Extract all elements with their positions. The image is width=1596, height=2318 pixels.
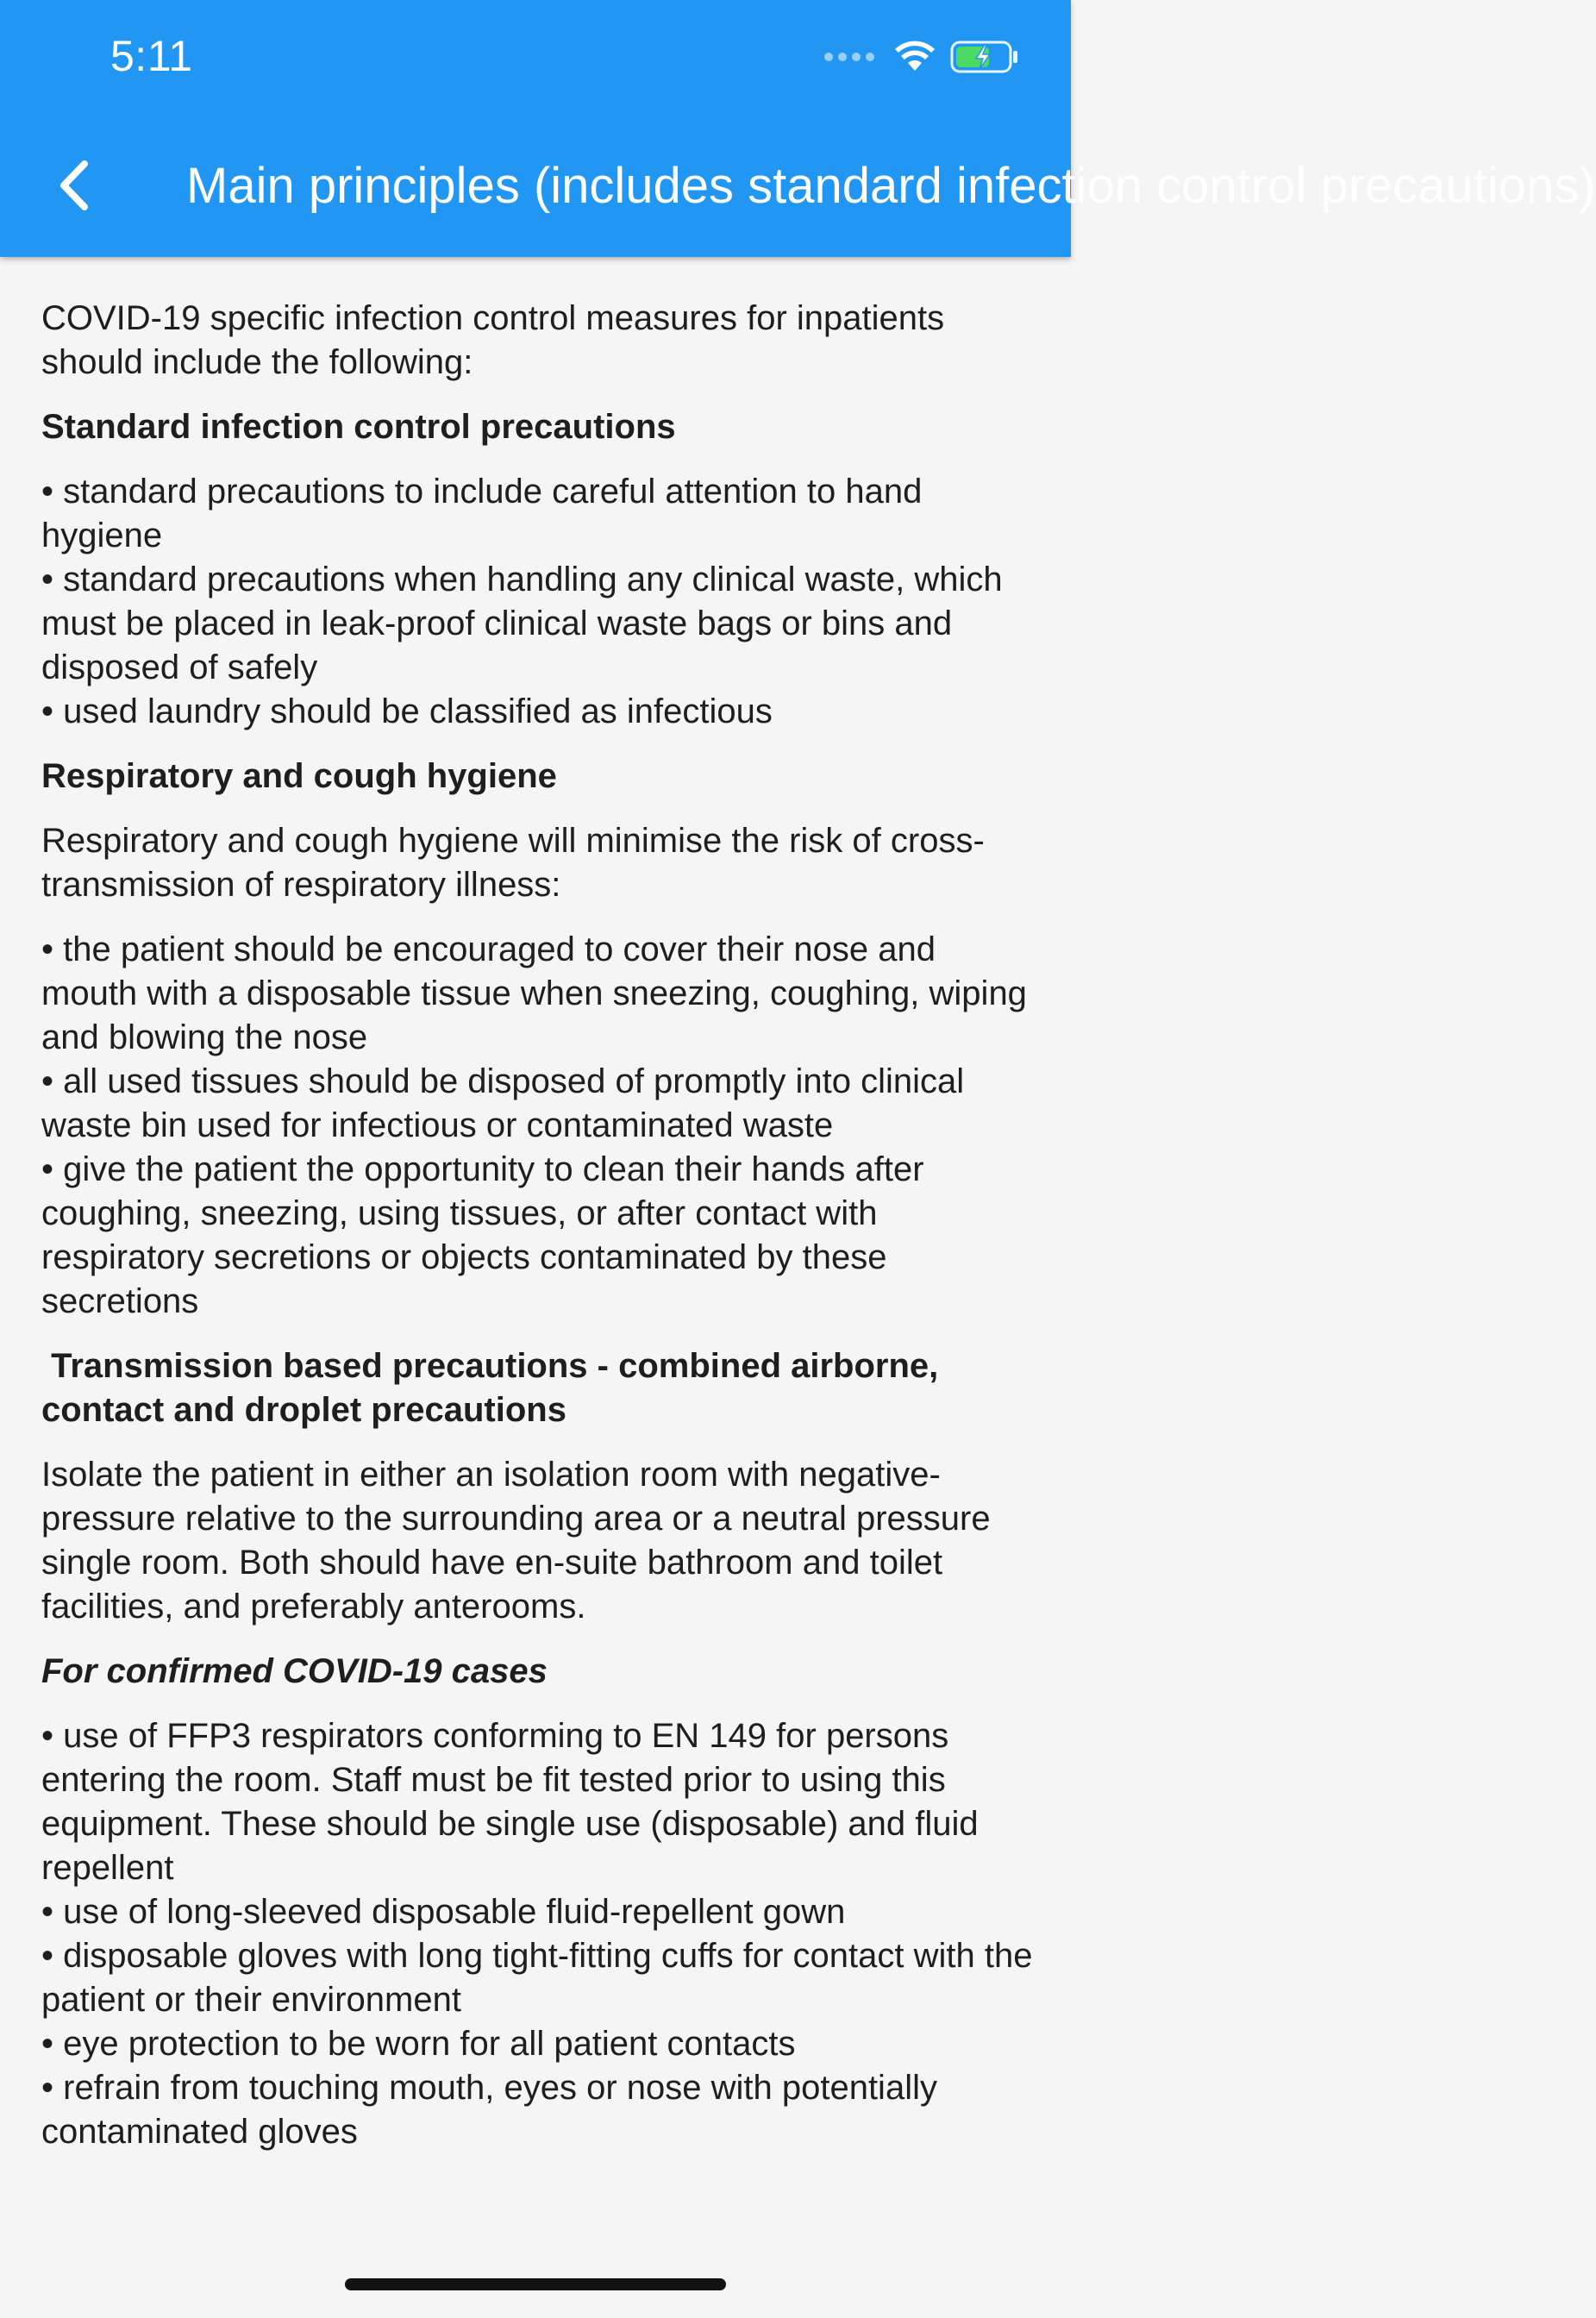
list-item: • the patient should be encouraged to cover their nose and mouth with a disposable tissue when sneezing, coughing, wiping and blowing the nose [41, 930, 1027, 1056]
intro-paragraph: COVID-19 specific infection control measures for inpatients should include the following: [41, 299, 945, 381]
list-item: • refrain from touching mouth, eyes or nose with potentially contaminated gloves [41, 2069, 937, 2151]
battery-charging-icon [950, 40, 1019, 74]
bullet-list [41, 1714, 1033, 2154]
bottom-safe-area [0, 2216, 1071, 2318]
back-button[interactable] [43, 155, 103, 216]
list-item: • all used tissues should be disposed of promptly into clinical waste bin used for infectious or contaminated waste [41, 1062, 965, 1144]
wifi-icon [895, 41, 935, 72]
home-indicator[interactable] [345, 2278, 726, 2290]
status-icons [824, 38, 1019, 76]
section-heading: Standard infection control precautions [41, 408, 676, 446]
list-item: • standard precautions when handling any clinical waste, which must be placed in leak-proof clinical waste bags or bins and disposed of safely [41, 561, 1003, 686]
chevron-left-icon [55, 159, 91, 212]
app-bar [0, 0, 1596, 257]
section-heading: Transmission based precautions - combined airborne, contact and droplet precautions [41, 1347, 948, 1429]
section-paragraph: Respiratory and cough hygiene will minimise the risk of cross-transmission of respiratory illness: [41, 822, 985, 904]
article-body [41, 297, 1033, 2175]
list-item: • eye protection to be worn for all patient contacts [41, 2025, 796, 2063]
section-paragraph: Isolate the patient in either an isolation room with negative-pressure relative to the surrounding area or a neutral pressure single room. Both should have en-suite bathroom and toilet facilities, and preferably anterooms. [41, 1456, 991, 1626]
page-title: Main principles (includes standard infection control precautions) [186, 158, 1596, 214]
list-item: • disposable gloves with long tight-fitting cuffs for contact with the patient or their environment [41, 1937, 1033, 2019]
bullet-list [41, 928, 1033, 1324]
status-time: 5:11 [110, 32, 193, 80]
list-item: • give the patient the opportunity to clean their hands after coughing, sneezing, using tissues, or after contact with respiratory secretions or objects contaminated by these secretions [41, 1150, 924, 1320]
bullet-list [41, 470, 1033, 734]
list-item: • use of FFP3 respirators conforming to EN 149 for persons entering the room. Staff must be fit tested prior to using this equipment. These should be single use (disposable) and fluid repellent [41, 1717, 979, 1887]
list-item: • standard precautions to include careful attention to hand hygiene [41, 473, 923, 554]
cellular-signal-icon [824, 53, 874, 61]
section-heading: Respiratory and cough hygiene [41, 757, 557, 795]
list-item: • use of long-sleeved disposable fluid-repellent gown [41, 1893, 846, 1931]
section-heading: For confirmed COVID-19 cases [41, 1652, 548, 1690]
list-item: • used laundry should be classified as infectious [41, 692, 773, 730]
